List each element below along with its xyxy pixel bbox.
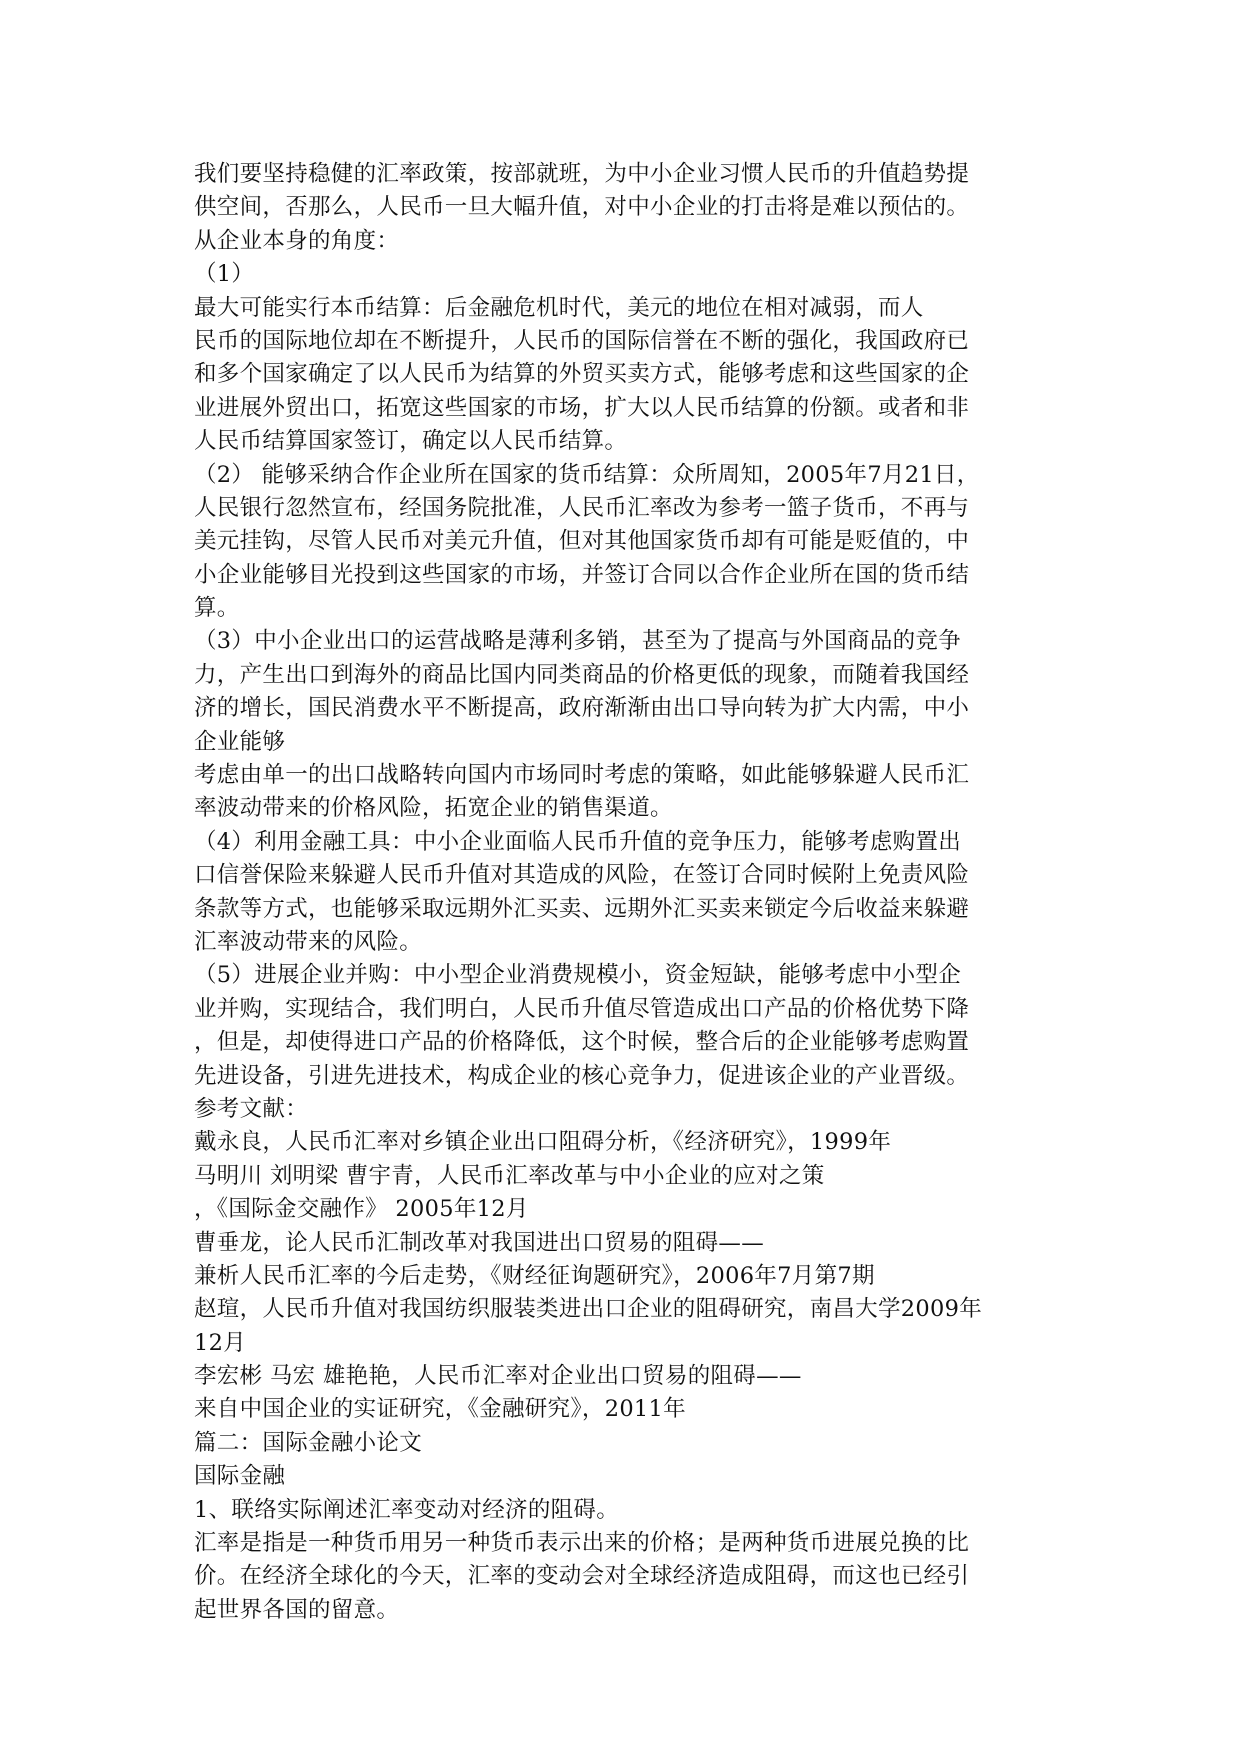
text-line: 供空间，否那么，人民币一旦大幅升值，对中小企业的打击将是难以预估的。 [194, 194, 970, 221]
text-line: 业并购，实现结合，我们明白，人民币升值尽管造成出口产品的价格优势下降 [194, 995, 970, 1022]
text-line: 考虑由单一的出口战略转向国内市场同时考虑的策略，如此能够躲避人民币汇 [194, 762, 970, 789]
reference-line: 李宏彬 马宏 雄艳艳，人民币汇率对企业出口贸易的阻碍—— [194, 1363, 802, 1390]
document-page [194, 158, 1054, 1627]
text-line: 率波动带来的价格风险，拓宽企业的销售渠道。 [194, 795, 673, 822]
text-line: 小企业能够目光投到这些国家的市场，并签订合同以合作企业所在国的货币结 [194, 561, 970, 588]
text-line: 起世界各国的留意。 [194, 1596, 400, 1623]
reference-line: 来自中国企业的实证研究，《金融研究》，2011年 [194, 1396, 686, 1423]
text-line: 民币的国际地位却在不断提升，人民币的国际信誉在不断的强化，我国政府已 [194, 327, 970, 354]
reference-line: 赵瑄，人民币升值对我国纺织服装类进出口企业的阻碍研究，南昌大学2009年 [194, 1296, 983, 1323]
references-heading: 参考文献： [194, 1095, 309, 1122]
question-line: 1、联络实际阐述汇率变动对经济的阻碍。 [194, 1496, 620, 1523]
text-line: 汇率是指是一种货币用另一种货币表示出来的价格；是两种货币进展兑换的比 [194, 1530, 970, 1557]
text-line: 美元挂钩，尽管人民币对美元升值，但对其他国家货币却有可能是贬值的，中 [194, 528, 970, 555]
reference-line: 12月 [194, 1329, 247, 1356]
text-line: （3）中小企业出口的运营战略是薄利多销，甚至为了提高与外国商品的竞争 [194, 628, 962, 655]
text-line: ，但是，却使得进口产品的价格降低，这个时候，整合后的企业能够考虑购置 [194, 1029, 970, 1056]
text-line: 人民银行忽然宣布，经国务院批准，人民币汇率改为参考一篮子货币，不再与 [194, 494, 970, 521]
reference-line: 兼析人民币汇率的今后走势，《财经征询题研究》，2006年7月第7期 [194, 1262, 875, 1289]
text-line: 企业能够 [194, 728, 286, 755]
text-line: 算。 [194, 595, 240, 622]
text-line: 人民币结算国家签订，确定以人民币结算。 [194, 428, 628, 455]
text-line: 口信誉保险来躲避人民币升值对其造成的风险，在签订合同时候附上免责风险 [194, 862, 970, 889]
reference-line: 曹垂龙，论人民币汇制改革对我国进出口贸易的阻碍—— [194, 1229, 765, 1256]
reference-line: 马明川 刘明梁 曹宇青，人民币汇率改革与中小企业的应对之策 [194, 1162, 825, 1189]
text-line: （4）利用金融工具：中小企业面临人民币升值的竞争压力，能够考虑购置出 [194, 828, 962, 855]
text-line: 价。在经济全球化的今天，汇率的变动会对全球经济造成阻碍，而这也已经引 [194, 1563, 970, 1590]
text-line: 和多个国家确定了以人民币为结算的外贸买卖方式，能够考虑和这些国家的企 [194, 361, 970, 388]
text-line: （5）进展企业并购：中小型企业消费规模小，资金短缺，能够考虑中小型企 [194, 962, 962, 989]
text-line: 条款等方式，也能够采取远期外汇买卖、远期外汇买卖来锁定今后收益来躲避 [194, 895, 970, 922]
text-line: 济的增长，国民消费水平不断提高，政府渐渐由出口导向转为扩大内需，中小 [194, 695, 970, 722]
section-heading: 国际金融 [194, 1463, 286, 1490]
section-heading: 从企业本身的角度： [194, 227, 400, 254]
section-heading: 篇二：国际金融小论文 [194, 1429, 423, 1456]
text-line: （2） 能够采纳合作企业所在国家的货币结算：众所周知，2005年7月21日， [194, 461, 980, 488]
list-number: （1） [194, 261, 255, 288]
text-line: 力，产生出口到海外的商品比国内同类商品的价格更低的现象，而随着我国经 [194, 661, 970, 688]
text-line: 先进设备，引进先进技术，构成企业的核心竞争力，促进该企业的产业晋级。 [194, 1062, 970, 1089]
text-line: 最大可能实行本币结算：后金融危机时代，美元的地位在相对减弱，而人 [194, 294, 924, 321]
text-line: 业进展外贸出口，拓宽这些国家的市场，扩大以人民币结算的份额。或者和非 [194, 394, 970, 421]
reference-line: ，《国际金交融作》 2005年12月 [194, 1196, 529, 1223]
text-line: 汇率波动带来的风险。 [194, 928, 423, 955]
reference-line: 戴永良，人民币汇率对乡镇企业出口阻碍分析，《经济研究》，1999年 [194, 1129, 892, 1156]
text-line: 我们要坚持稳健的汇率政策，按部就班，为中小企业习惯人民币的升值趋势提 [194, 161, 970, 187]
